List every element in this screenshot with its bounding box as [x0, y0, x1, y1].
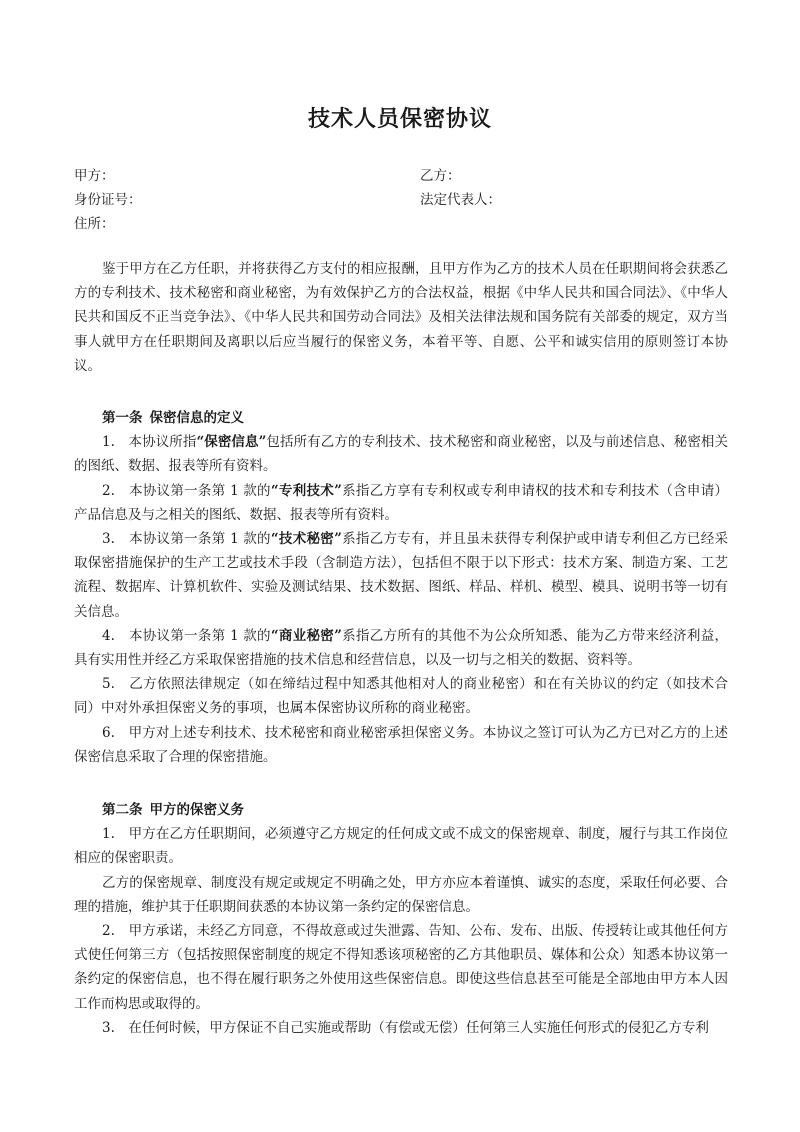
party-b-label: 乙方： [420, 168, 461, 184]
preamble-paragraph: 鉴于甲方在乙方任职，并将获得乙方支付的相应报酬，且甲方作为乙方的技术人员在任职期间将会获悉乙方的专利技术、技术秘密和商业秘密，为有效保护乙方的合法权益，根据《中华人民共和国合同法》、《中华人民共和国反不正当竞争法》、《中华人民共和国劳动合同法》及相关法律法规和国务院有关部委的规定，双方当事人就甲方在任职期间及离职以后应当履行的保密义务，本着平等、自愿、公平和诚实信用的原则签订本协议。 [74, 261, 728, 374]
article-1-clause-4 [74, 624, 728, 672]
article-1-heading [74, 406, 728, 430]
article-2-number: 第二条 [102, 802, 143, 819]
party-a-label: 甲方： [74, 168, 115, 184]
clause-text: 包括所有乙方的专利技术、技术秘密和商业秘密，以及与前述信息、秘密相关的图纸、数据、报表等所有资料。 [74, 434, 729, 475]
article-1-title: 保密信息的定义 [149, 410, 244, 427]
defined-term: “保密信息” [196, 434, 267, 451]
article-1-number: 第一条 [102, 410, 143, 427]
article-2-heading [74, 798, 728, 822]
clause-text: 2. 本协议第一条第 1 款的 [102, 482, 271, 499]
article-1-clause-5: 5. 乙方依照法律规定（如在缔结过程中知悉其他相对人的商业秘密）和在有关协议的约定（如技术合同）中对外承担保密义务的事项，也属本保密协议所称的商业秘密。 [74, 676, 728, 717]
article-1-clause-1 [74, 430, 728, 478]
defined-term: “专利技术” [270, 482, 342, 499]
defined-term: “商业秘密” [270, 627, 342, 644]
clause-text: 1. 本协议所指 [102, 434, 197, 451]
defined-term: “技术秘密” [270, 531, 342, 548]
clause-text: 4. 本协议第一条第 1 款的 [102, 627, 271, 644]
clause-text: 系指乙方享有专利权或专利申请权的技术和专利技术（含申请）产品信息及与之相关的图纸、数据、报表等所有资料。 [74, 482, 729, 523]
article-2-clause-1-continued: 乙方的保密规章、制度没有规定或规定不明确之处，甲方亦应本着谨慎、诚实的态度，采取任何必要、合理的措施，维护其于任职期间获悉的本协议第一条约定的保密信息。 [74, 874, 728, 915]
clause-text: 系指乙方专有，并且虽未获得专利保护或申请专利但乙方已经采取保密措施保护的生产工艺或技术手段（含制造方法），包括但不限于以下形式：技术方案、制造方案、工艺流程、数据库、计算机软件、实验及测试结果、技术数据、图纸、样品、样机、模型、模具、说明书等一切有关信息。 [74, 531, 729, 620]
article-1-clause-3 [74, 527, 728, 624]
legal-representative-label: 法定代表人： [420, 192, 501, 208]
article-2-clause-2: 2. 甲方承诺，未经乙方同意，不得故意或过失泄露、告知、公布、发布、出版、传授转让或其他任何方式使任何第三方（包括按照保密制度的规定不得知悉该项秘密的乙方其他职员、媒体和公众）知悉本协议第一条约定的保密信息，也不得在履行职务之外使用这些保密信息。即使这些信息甚至可能是全部地由甲方本人因工作而构思或取得的。 [74, 923, 728, 1012]
article-2-clause-3: 3. 在任何时候，甲方保证不自己实施或帮助（有偿或无偿）任何第三人实施任何形式的侵犯乙方专利 [102, 1019, 709, 1036]
clause-text: 系指乙方所有的其他不为公众所知悉、能为乙方带来经济利益，具有实用性并经乙方采取保密措施的技术信息和经营信息，以及一切与之相关的数据、资料等。 [74, 627, 729, 669]
article-1-clause-6: 6. 甲方对上述专利技术、技术秘密和商业秘密承担保密义务。本协议之签订可认为乙方已对乙方的上述保密信息采取了合理的保密措施。 [74, 724, 728, 765]
clause-text: 3. 本协议第一条第 1 款的 [102, 531, 271, 548]
article-1-clause-2 [74, 479, 728, 527]
address-label: 住所： [74, 216, 115, 232]
article-2-title: 甲方的保密义务 [149, 802, 244, 819]
article-2-clause-1: 1. 甲方在乙方任职期间，必须遵守乙方规定的任何成文或不成文的保密规章、制度，履行与其工作岗位相应的保密职责。 [74, 826, 728, 867]
id-number-label: 身份证号： [74, 192, 142, 208]
document-title: 技术人员保密协议 [307, 106, 492, 132]
contract-body [74, 257, 728, 1040]
